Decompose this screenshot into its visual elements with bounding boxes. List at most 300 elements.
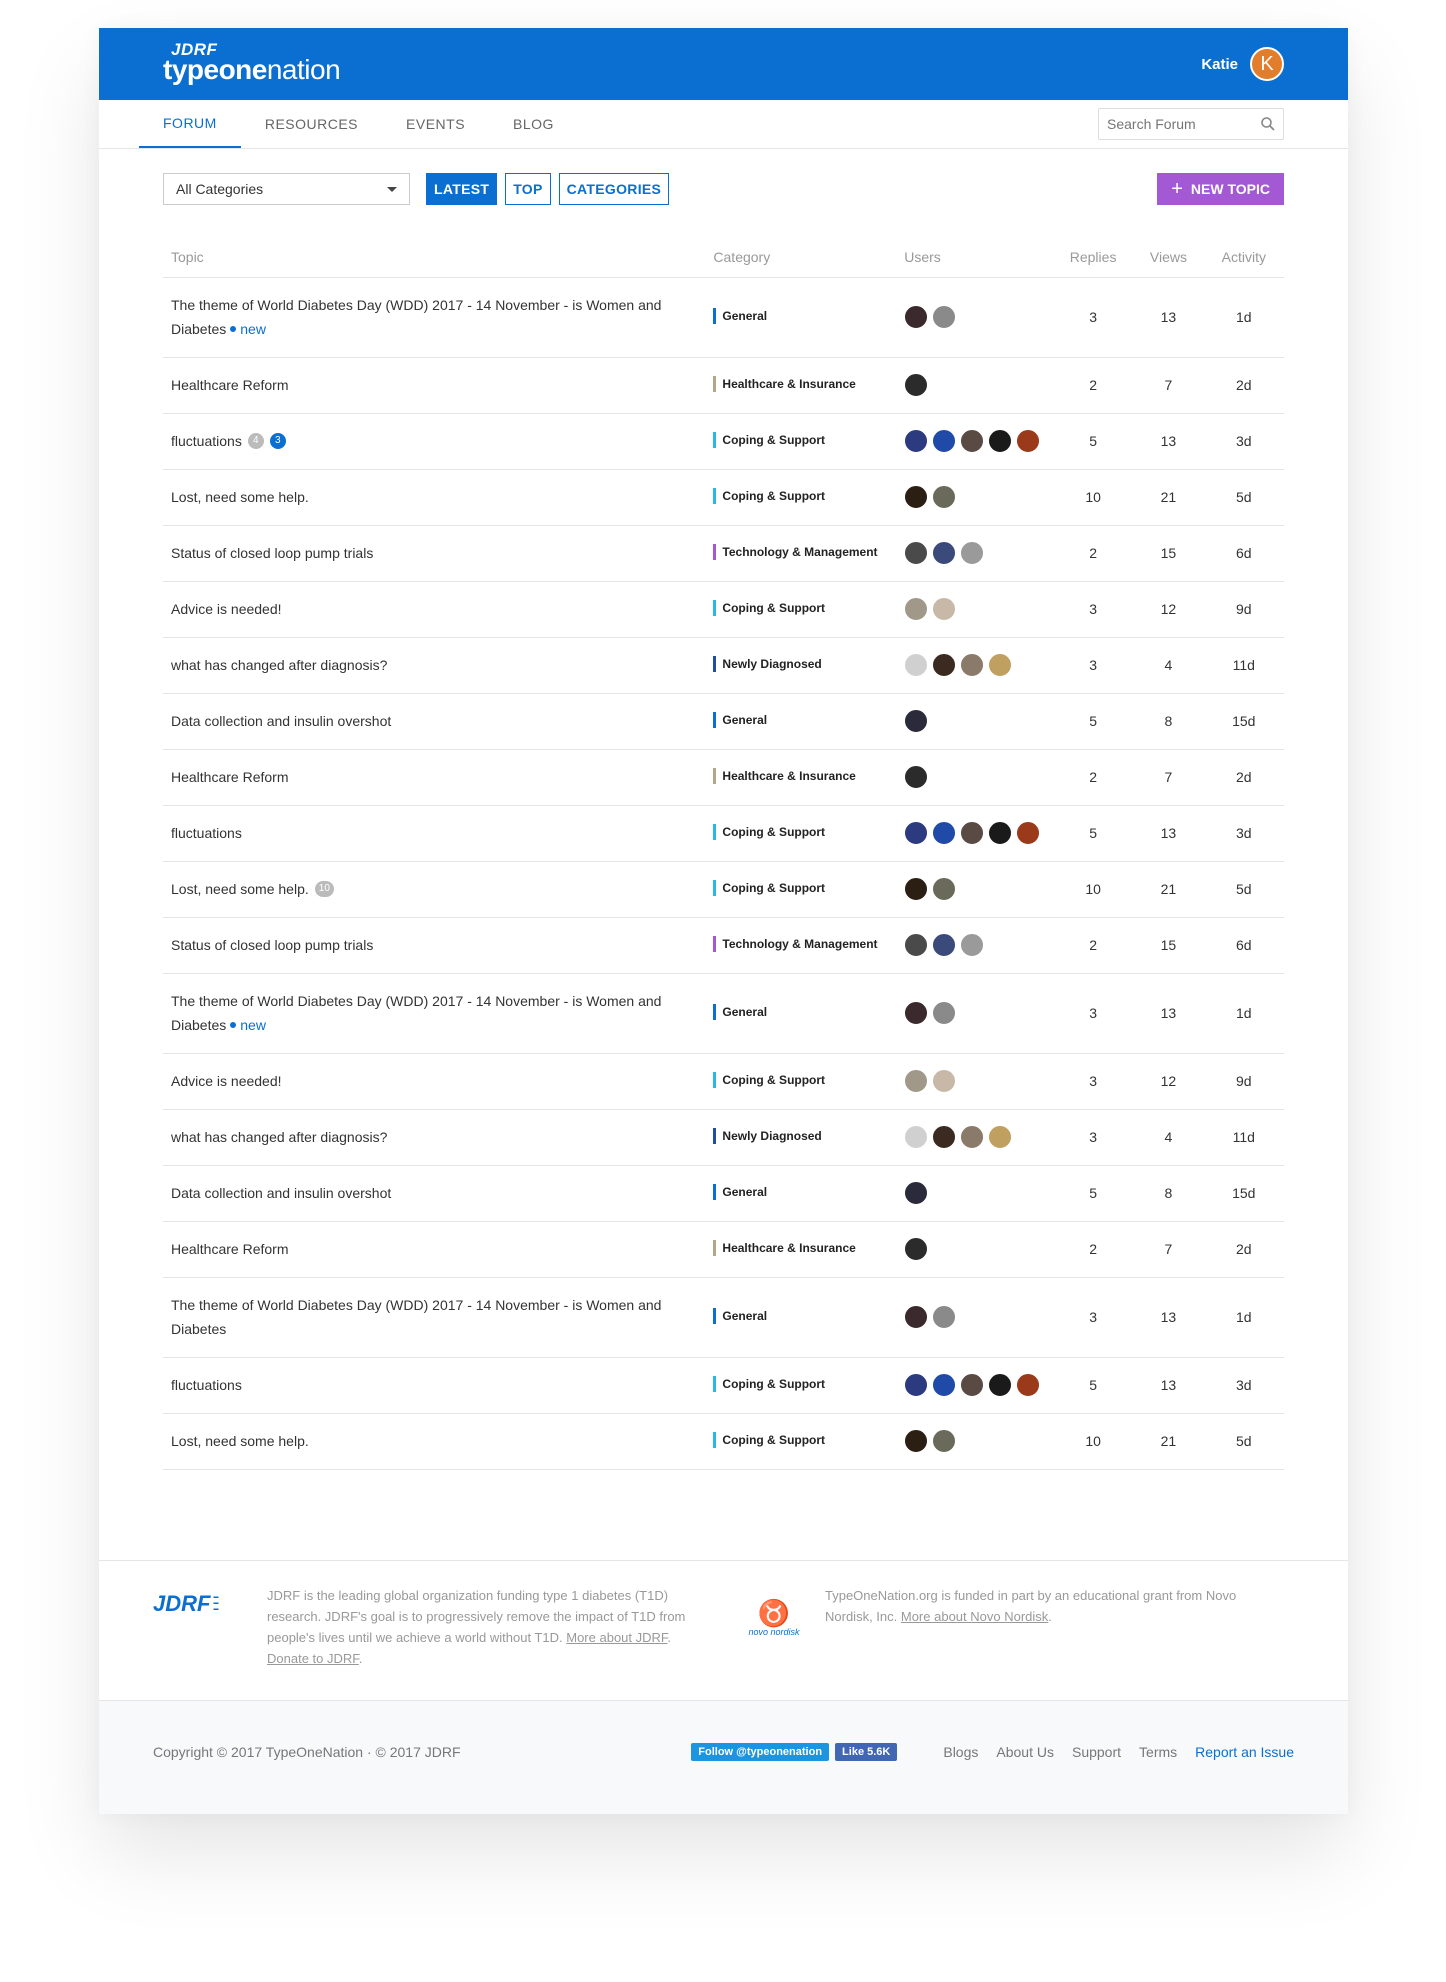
category-badge[interactable]: Coping & Support <box>713 600 825 616</box>
column-header-replies[interactable]: Replies <box>1053 237 1133 277</box>
category-cell <box>705 1277 896 1357</box>
user-avatars <box>904 597 1045 621</box>
avatar[interactable] <box>960 541 984 565</box>
footer-bar <box>99 1700 1348 1814</box>
category-cell <box>705 917 896 973</box>
footer-link-support[interactable]: Support <box>1071 1743 1122 1760</box>
category-cell <box>705 1221 896 1277</box>
users-cell <box>896 1165 1053 1221</box>
replies-count: 5 <box>1053 805 1133 861</box>
table-row[interactable] <box>163 357 1284 413</box>
novo-nordisk-logo[interactable]: ♉ novo nordisk <box>748 1598 800 1637</box>
footer-links <box>925 1744 1294 1760</box>
topic-list <box>163 277 1284 1469</box>
replies-count: 2 <box>1053 357 1133 413</box>
activity-age[interactable]: 11d <box>1204 1109 1284 1165</box>
filter-latest-button[interactable]: LATEST <box>426 173 497 205</box>
views-count: 21 <box>1133 469 1203 525</box>
category-badge[interactable]: Coping & Support <box>713 1376 825 1392</box>
views-count: 13 <box>1133 805 1203 861</box>
views-count: 7 <box>1133 357 1203 413</box>
users-cell <box>896 917 1053 973</box>
user-avatars <box>904 1069 1045 1093</box>
table-row[interactable] <box>163 1053 1284 1109</box>
avatar[interactable] <box>960 653 984 677</box>
activity-age[interactable]: 3d <box>1204 413 1284 469</box>
category-badge[interactable]: General <box>713 1308 767 1324</box>
replies-count: 5 <box>1053 1165 1133 1221</box>
avatar[interactable] <box>904 541 928 565</box>
topic-title-link[interactable]: The theme of World Diabetes Day (WDD) 2017 - 14 November - is Women and Diabetes <box>171 297 662 337</box>
user-menu[interactable] <box>1201 47 1284 81</box>
topic-title-cell <box>163 277 705 357</box>
replies-count: 3 <box>1053 1053 1133 1109</box>
column-header-category[interactable]: Category <box>705 237 896 277</box>
views-count: 15 <box>1133 917 1203 973</box>
topic-title-link[interactable]: Healthcare Reform <box>171 377 289 393</box>
avatar[interactable] <box>904 373 928 397</box>
search-icon[interactable] <box>1261 117 1275 131</box>
tab-resources[interactable]: RESOURCES <box>264 116 359 132</box>
avatar[interactable] <box>932 429 956 453</box>
topic-title-link[interactable]: Data collection and insulin overshot <box>171 1185 392 1201</box>
user-avatars <box>904 653 1045 677</box>
user-avatars <box>904 1305 1045 1329</box>
user-avatars <box>904 429 1045 453</box>
user-avatars <box>904 709 1045 733</box>
replies-count: 5 <box>1053 693 1133 749</box>
more-about-jdrf-link[interactable]: More about JDRF <box>566 1630 668 1645</box>
activity-age[interactable]: 9d <box>1204 581 1284 637</box>
views-count: 13 <box>1133 973 1203 1053</box>
user-avatars <box>904 305 1045 329</box>
avatar[interactable] <box>904 1001 928 1025</box>
views-count: 21 <box>1133 861 1203 917</box>
chevron-down-icon <box>387 187 397 192</box>
user-avatars <box>904 485 1045 509</box>
category-cell <box>705 1357 896 1413</box>
activity-age[interactable]: 5d <box>1204 469 1284 525</box>
category-select-value: All Categories <box>176 181 264 197</box>
table-row[interactable] <box>163 1357 1284 1413</box>
avatar[interactable] <box>904 709 928 733</box>
column-header-topic[interactable]: Topic <box>163 237 705 277</box>
topic-title-link[interactable]: Healthcare Reform <box>171 769 289 785</box>
twitter-follow-button[interactable]: Follow @typeonenation <box>691 1743 829 1761</box>
topic-title-link[interactable]: The theme of World Diabetes Day (WDD) 2017 - 14 November - is Women and Diabetes <box>171 993 662 1033</box>
category-cell <box>705 805 896 861</box>
views-count: 15 <box>1133 525 1203 581</box>
replies-count: 2 <box>1053 917 1133 973</box>
unread-count-badge[interactable]: 10 <box>315 881 334 897</box>
footer-link-about[interactable]: About Us <box>996 1743 1054 1760</box>
topic-title-cell <box>163 973 705 1053</box>
replies-count: 3 <box>1053 637 1133 693</box>
category-badge[interactable]: Healthcare & Insurance <box>713 1240 855 1256</box>
category-badge[interactable]: Healthcare & Insurance <box>713 768 855 784</box>
avatar[interactable] <box>988 429 1012 453</box>
category-badge[interactable]: General <box>713 308 767 324</box>
avatar[interactable] <box>1016 1373 1040 1397</box>
topic-title-link[interactable]: fluctuations <box>171 1377 242 1393</box>
activity-age[interactable]: 2d <box>1204 1221 1284 1277</box>
nav-tabs <box>139 100 578 148</box>
replies-count: 10 <box>1053 1413 1133 1469</box>
topic-title-cell <box>163 525 705 581</box>
topic-title-link[interactable]: what has changed after diagnosis? <box>171 657 388 673</box>
table-row[interactable] <box>163 1413 1284 1469</box>
user-name: Katie <box>1201 55 1238 73</box>
category-cell <box>705 973 896 1053</box>
topic-title-cell <box>163 749 705 805</box>
table-row[interactable] <box>163 805 1284 861</box>
topic-title-link[interactable]: Status of closed loop pump trials <box>171 545 374 561</box>
activity-age[interactable]: 2d <box>1204 749 1284 805</box>
avatar[interactable] <box>904 485 928 509</box>
logo-wordmark: typeonenation <box>163 54 341 85</box>
replies-count: 3 <box>1053 277 1133 357</box>
search-box <box>1098 108 1284 140</box>
report-issue-link[interactable]: Report an Issue <box>1195 1743 1294 1760</box>
table-row[interactable] <box>163 637 1284 693</box>
users-cell <box>896 1053 1053 1109</box>
category-cell <box>705 1165 896 1221</box>
avatar[interactable] <box>932 1069 956 1093</box>
activity-age[interactable]: 15d <box>1204 1165 1284 1221</box>
category-badge[interactable]: General <box>713 1184 767 1200</box>
users-cell <box>896 1277 1053 1357</box>
category-cell <box>705 1413 896 1469</box>
new-topic-button[interactable] <box>1157 173 1284 205</box>
category-badge[interactable]: Newly Diagnosed <box>713 1128 821 1144</box>
replies-count: 2 <box>1053 525 1133 581</box>
user-avatars <box>904 1125 1045 1149</box>
topic-title-cell <box>163 1357 705 1413</box>
avatar[interactable] <box>904 933 928 957</box>
category-badge[interactable]: Newly Diagnosed <box>713 656 821 672</box>
avatar[interactable] <box>904 1237 928 1261</box>
replies-count: 2 <box>1053 749 1133 805</box>
search-input[interactable] <box>1107 116 1247 132</box>
users-cell <box>896 357 1053 413</box>
category-cell <box>705 413 896 469</box>
avatar[interactable] <box>904 597 928 621</box>
topic-title-link[interactable]: Lost, need some help. <box>171 881 309 897</box>
topic-title-cell <box>163 581 705 637</box>
topic-title-cell <box>163 1109 705 1165</box>
users-cell <box>896 1109 1053 1165</box>
category-badge[interactable]: General <box>713 1004 767 1020</box>
views-count: 8 <box>1133 693 1203 749</box>
views-count: 13 <box>1133 413 1203 469</box>
category-cell <box>705 749 896 805</box>
avatar[interactable] <box>904 1181 928 1205</box>
topic-title-cell <box>163 413 705 469</box>
copyright: Copyright © 2017 TypeOneNation · © 2017 JDRF <box>153 1743 461 1760</box>
column-header-activity[interactable]: Activity <box>1204 237 1284 277</box>
tab-forum[interactable]: FORUM <box>139 100 241 148</box>
avatar[interactable] <box>932 305 956 329</box>
category-cell <box>705 861 896 917</box>
replies-count: 3 <box>1053 581 1133 637</box>
avatar[interactable] <box>904 653 928 677</box>
table-row[interactable] <box>163 1109 1284 1165</box>
views-count: 12 <box>1133 1053 1203 1109</box>
users-cell <box>896 749 1053 805</box>
new-indicator: new <box>230 321 266 337</box>
avatar[interactable] <box>932 541 956 565</box>
filter-categories-button[interactable]: CATEGORIES <box>559 173 670 205</box>
replies-count: 3 <box>1053 973 1133 1053</box>
activity-age[interactable]: 5d <box>1204 861 1284 917</box>
user-avatars <box>904 373 1045 397</box>
topic-title-link[interactable]: what has changed after diagnosis? <box>171 1129 388 1145</box>
topic-title-cell <box>163 693 705 749</box>
avatar[interactable] <box>960 1125 984 1149</box>
activity-age[interactable]: 6d <box>1204 525 1284 581</box>
avatar[interactable] <box>960 821 984 845</box>
activity-age[interactable]: 5d <box>1204 1413 1284 1469</box>
users-cell <box>896 1221 1053 1277</box>
views-count: 4 <box>1133 1109 1203 1165</box>
avatar[interactable] <box>904 1125 928 1149</box>
user-avatars <box>904 1181 1045 1205</box>
users-cell <box>896 637 1053 693</box>
novo-description: TypeOneNation.org is funded in part by an educational grant from Novo Nordisk, Inc. More about Novo Nordisk. <box>825 1588 1237 1624</box>
avatar[interactable] <box>932 653 956 677</box>
table-row[interactable] <box>163 861 1284 917</box>
topic-title-cell <box>163 469 705 525</box>
avatar[interactable] <box>904 429 928 453</box>
user-avatars <box>904 877 1045 901</box>
views-count: 13 <box>1133 1357 1203 1413</box>
activity-age[interactable]: 3d <box>1204 1357 1284 1413</box>
views-count: 8 <box>1133 1165 1203 1221</box>
page-frame <box>99 28 1348 1814</box>
category-badge[interactable]: Coping & Support <box>713 432 825 448</box>
topic-title-link[interactable]: Lost, need some help. <box>171 489 309 505</box>
table-row[interactable] <box>163 749 1284 805</box>
activity-age[interactable]: 1d <box>1204 973 1284 1053</box>
users-cell <box>896 1413 1053 1469</box>
more-about-novo-link[interactable]: More about Novo Nordisk <box>900 1609 1049 1624</box>
topic-title-cell <box>163 1221 705 1277</box>
category-cell <box>705 693 896 749</box>
users-cell <box>896 805 1053 861</box>
users-cell <box>896 693 1053 749</box>
users-cell <box>896 469 1053 525</box>
activity-age[interactable]: 15d <box>1204 693 1284 749</box>
topic-title-cell <box>163 637 705 693</box>
footer-link-blogs[interactable]: Blogs <box>943 1743 979 1760</box>
table-row[interactable] <box>163 1277 1284 1357</box>
user-avatars <box>904 1237 1045 1261</box>
table-row[interactable] <box>163 1221 1284 1277</box>
avatar[interactable] <box>904 1305 928 1329</box>
activity-age[interactable]: 1d <box>1204 277 1284 357</box>
new-indicator: new <box>230 1017 266 1033</box>
avatar[interactable] <box>932 877 956 901</box>
topic-title-link[interactable]: fluctuations <box>171 433 242 449</box>
category-cell <box>705 469 896 525</box>
activity-age[interactable]: 6d <box>1204 917 1284 973</box>
topic-title-link[interactable]: Status of closed loop pump trials <box>171 937 374 953</box>
views-count: 7 <box>1133 749 1203 805</box>
avatar[interactable] <box>1016 821 1040 845</box>
users-cell <box>896 861 1053 917</box>
footer-link-terms[interactable]: Terms <box>1139 1743 1178 1760</box>
views-count: 12 <box>1133 581 1203 637</box>
avatar[interactable] <box>904 1429 928 1453</box>
category-badge[interactable]: Coping & Support <box>713 824 825 840</box>
footer-info <box>99 1560 1348 1700</box>
jdrf-description: JDRF is the leading global organization funding type 1 diabetes (T1D) research. JDRF's goal is to progressively remove the impact of T1D from people's lives until we achieve a world without T1D. More about JDRF. Donate to JDRF. <box>267 1588 686 1666</box>
topic-title-cell <box>163 805 705 861</box>
facebook-like-button[interactable]: Like 5.6K <box>835 1743 897 1761</box>
filter-top-button[interactable]: TOP <box>505 173 550 205</box>
topic-title-link[interactable]: Healthcare Reform <box>171 1241 289 1257</box>
table-row[interactable] <box>163 581 1284 637</box>
category-select[interactable] <box>163 173 410 205</box>
avatar[interactable] <box>932 597 956 621</box>
unread-count-badge[interactable]: 3 <box>270 433 286 449</box>
social-links <box>691 1743 1294 1761</box>
user-avatars <box>904 821 1045 845</box>
table-row[interactable] <box>163 693 1284 749</box>
topic-table <box>163 237 1284 1470</box>
bull-icon: ♉ <box>757 1598 791 1628</box>
donate-to-jdrf-link[interactable]: Donate to JDRF <box>267 1651 359 1666</box>
views-count: 4 <box>1133 637 1203 693</box>
replies-count: 3 <box>1053 1109 1133 1165</box>
category-cell <box>705 357 896 413</box>
avatar[interactable] <box>904 765 928 789</box>
avatar[interactable] <box>932 485 956 509</box>
topic-title-link[interactable]: Data collection and insulin overshot <box>171 713 392 729</box>
avatar[interactable] <box>904 877 928 901</box>
replies-count: 3 <box>1053 1277 1133 1357</box>
column-header-users[interactable]: Users <box>896 237 1053 277</box>
tab-events[interactable]: EVENTS <box>406 116 466 132</box>
topic-title-link[interactable]: Advice is needed! <box>171 1073 282 1089</box>
views-count: 21 <box>1133 1413 1203 1469</box>
category-badge[interactable]: Coping & Support <box>713 880 825 896</box>
category-cell <box>705 1053 896 1109</box>
activity-age[interactable]: 3d <box>1204 805 1284 861</box>
table-row[interactable] <box>163 1165 1284 1221</box>
activity-age[interactable]: 2d <box>1204 357 1284 413</box>
category-badge[interactable]: Coping & Support <box>713 488 825 504</box>
users-cell <box>896 277 1053 357</box>
avatar[interactable] <box>988 653 1012 677</box>
site-logo[interactable] <box>163 40 403 88</box>
users-cell <box>896 973 1053 1053</box>
plus-icon: + <box>1171 178 1183 200</box>
table-row[interactable] <box>163 917 1284 973</box>
topic-title-cell <box>163 1277 705 1357</box>
user-avatars <box>904 933 1045 957</box>
avatar[interactable] <box>932 1305 956 1329</box>
category-badge[interactable]: General <box>713 712 767 728</box>
avatar[interactable] <box>932 1373 956 1397</box>
table-row[interactable] <box>163 525 1284 581</box>
category-cell <box>705 581 896 637</box>
avatar[interactable] <box>988 1125 1012 1149</box>
users-cell <box>896 581 1053 637</box>
category-cell <box>705 637 896 693</box>
user-avatars <box>904 1429 1045 1453</box>
avatar[interactable] <box>960 933 984 957</box>
user-avatars <box>904 541 1045 565</box>
logo-jdrf: JDRF <box>171 40 218 59</box>
user-avatars <box>904 765 1045 789</box>
topic-title-cell <box>163 357 705 413</box>
table-row[interactable] <box>163 973 1284 1053</box>
users-cell <box>896 1357 1053 1413</box>
category-badge[interactable]: Technology & Management <box>713 544 877 560</box>
category-cell <box>705 525 896 581</box>
table-header-row <box>163 237 1284 277</box>
column-header-views[interactable]: Views <box>1133 237 1203 277</box>
avatar[interactable] <box>932 1001 956 1025</box>
category-badge[interactable]: Healthcare & Insurance <box>713 376 855 392</box>
activity-age[interactable]: 11d <box>1204 637 1284 693</box>
views-count: 13 <box>1133 1277 1203 1357</box>
views-count: 13 <box>1133 277 1203 357</box>
table-row[interactable] <box>163 277 1284 357</box>
category-badge[interactable]: Technology & Management <box>713 936 877 952</box>
category-badge[interactable]: Coping & Support <box>713 1072 825 1088</box>
avatar[interactable] <box>988 1373 1012 1397</box>
category-cell <box>705 277 896 357</box>
category-badge[interactable]: Coping & Support <box>713 1432 825 1448</box>
topic-title-link[interactable]: fluctuations <box>171 825 242 841</box>
avatar[interactable] <box>932 933 956 957</box>
table-row[interactable] <box>163 469 1284 525</box>
avatar[interactable] <box>988 821 1012 845</box>
replies-count: 2 <box>1053 1221 1133 1277</box>
avatar[interactable] <box>904 1069 928 1093</box>
topic-title-link[interactable]: The theme of World Diabetes Day (WDD) 2017 - 14 November - is Women and Diabetes <box>171 1297 662 1337</box>
unread-count-badge[interactable]: 4 <box>248 433 264 449</box>
topic-title-cell <box>163 861 705 917</box>
avatar[interactable] <box>904 1373 928 1397</box>
avatar[interactable] <box>932 821 956 845</box>
topic-title-link[interactable]: Advice is needed! <box>171 601 282 617</box>
jdrf-logo[interactable]: JDRF ▬ ▬ ▬ <box>153 1591 219 1616</box>
tab-blog[interactable]: BLOG <box>513 116 554 132</box>
avatar[interactable] <box>932 1429 956 1453</box>
avatar[interactable] <box>904 305 928 329</box>
replies-count: 10 <box>1053 861 1133 917</box>
user-avatar[interactable]: K <box>1250 47 1284 81</box>
avatar[interactable] <box>960 429 984 453</box>
activity-age[interactable]: 9d <box>1204 1053 1284 1109</box>
table-row[interactable] <box>163 413 1284 469</box>
category-cell <box>705 1109 896 1165</box>
activity-age[interactable]: 1d <box>1204 1277 1284 1357</box>
views-count: 7 <box>1133 1221 1203 1277</box>
avatar[interactable] <box>960 1373 984 1397</box>
user-avatars <box>904 1373 1045 1397</box>
users-cell <box>896 413 1053 469</box>
replies-count: 5 <box>1053 413 1133 469</box>
avatar[interactable] <box>1016 429 1040 453</box>
replies-count: 10 <box>1053 469 1133 525</box>
topic-title-link[interactable]: Lost, need some help. <box>171 1433 309 1449</box>
avatar[interactable] <box>932 1125 956 1149</box>
avatar[interactable] <box>904 821 928 845</box>
